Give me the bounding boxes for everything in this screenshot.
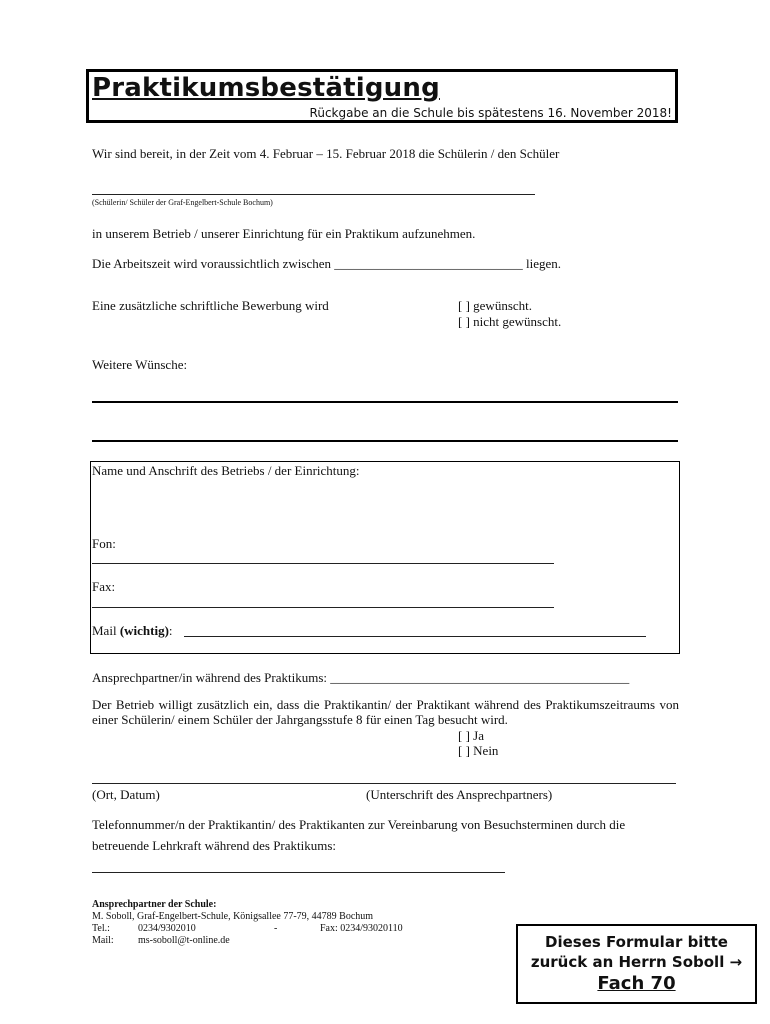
company-label: Name und Anschrift des Betriebs / der Einrichtung: <box>92 463 360 478</box>
checkbox-application-not-wanted[interactable]: [ ] nicht gewünscht. <box>458 314 562 329</box>
phone-request-line-1: Telefonnummer/n der Praktikantin/ des Praktikanten zur Vereinbarung von Besuchsterminen durch die <box>92 817 626 832</box>
contact-person-row <box>92 670 629 686</box>
note-line-3: Fach 70 <box>597 973 676 994</box>
worktime-line <box>92 256 561 272</box>
school-contact-mail-row <box>92 935 403 947</box>
phone-request-line-2: betreuende Lehrkraft während des Praktikums: <box>92 838 337 853</box>
mail-label-row <box>92 623 173 639</box>
application-label: Eine zusätzliche schriftliche Bewerbung wird <box>92 298 329 313</box>
fon-label: Fon: <box>92 536 116 551</box>
checkbox-application-wanted[interactable]: [ ] gewünscht. <box>458 298 533 313</box>
company-box <box>90 461 680 654</box>
mail-label: Mail: <box>92 935 114 946</box>
mail-label: Mail <box>92 623 117 638</box>
return-deadline: Rückgabe an die Schule bis spätestens 16. November 2018! <box>309 106 672 120</box>
worktime-prefix: Die Arbeitszeit wird voraussichtlich zwischen <box>92 256 331 271</box>
return-note-box <box>516 924 757 1004</box>
worktime-suffix: liegen. <box>526 256 562 271</box>
fon-line[interactable] <box>92 563 554 564</box>
school-contact-phone-row <box>92 923 403 935</box>
worktime-field[interactable]: _____________________________ <box>334 256 523 271</box>
tel-value: 0234/9302010 <box>138 923 196 934</box>
wishes-line-1[interactable] <box>92 401 678 403</box>
school-contact-address: M. Soboll, Graf-Engelbert-Schule, Königsallee 77-79, 44789 Bochum <box>92 911 374 922</box>
school-contact-heading: Ansprechpartner der Schule: <box>92 899 217 910</box>
note-line-1: Dieses Formular bitte <box>545 933 728 951</box>
fax-line[interactable] <box>92 607 554 608</box>
accept-text: in unserem Betrieb / unserer Einrichtung für ein Praktikum aufzunehmen. <box>92 226 476 241</box>
mail-line[interactable] <box>184 636 646 637</box>
checkbox-visit-no[interactable]: [ ] Nein <box>458 743 499 758</box>
mail-value: ms-soboll@t-online.de <box>138 935 230 946</box>
tel-label: Tel.: <box>92 923 110 934</box>
student-name-line[interactable] <box>92 194 535 195</box>
mail-colon: : <box>168 623 173 638</box>
visit-consent-text: Der Betrieb willigt zusätzlich ein, dass die Praktikantin/ der Praktikant während des Praktikumszeitraums von einer Schülerin/ einem Schüler der Jahrgangsstufe 8 für einen Tag besucht wird. <box>92 697 679 727</box>
contact-person-label: Ansprechpartner/in während des Praktikums: <box>92 670 328 685</box>
intro-text: Wir sind bereit, in der Zeit vom 4. Februar – 15. Februar 2018 die Schülerin / den Schüler <box>92 146 560 161</box>
mail-important: (wichtig) <box>119 623 169 638</box>
signature-line[interactable] <box>92 783 676 784</box>
contact-person-field[interactable]: ______________________________________________ <box>330 670 630 685</box>
fax-value: Fax: 0234/93020110 <box>320 923 403 934</box>
dash: - <box>274 923 278 934</box>
note-line-2: zurück an Herrn Soboll → <box>530 953 743 971</box>
student-caption: (Schülerin/ Schüler der Graf-Engelbert-Schule Bochum) <box>92 198 273 207</box>
checkbox-visit-yes[interactable]: [ ] Ja <box>458 728 484 743</box>
phone-line[interactable] <box>92 872 505 873</box>
page-title: Praktikumsbestätigung <box>92 73 440 103</box>
wishes-line-2[interactable] <box>92 440 678 442</box>
school-contact <box>92 899 403 947</box>
wishes-label: Weitere Wünsche: <box>92 357 188 372</box>
signature-label: (Unterschrift des Ansprechpartners) <box>366 787 553 802</box>
fax-label: Fax: <box>92 579 116 594</box>
place-date-label: (Ort, Datum) <box>92 787 160 802</box>
